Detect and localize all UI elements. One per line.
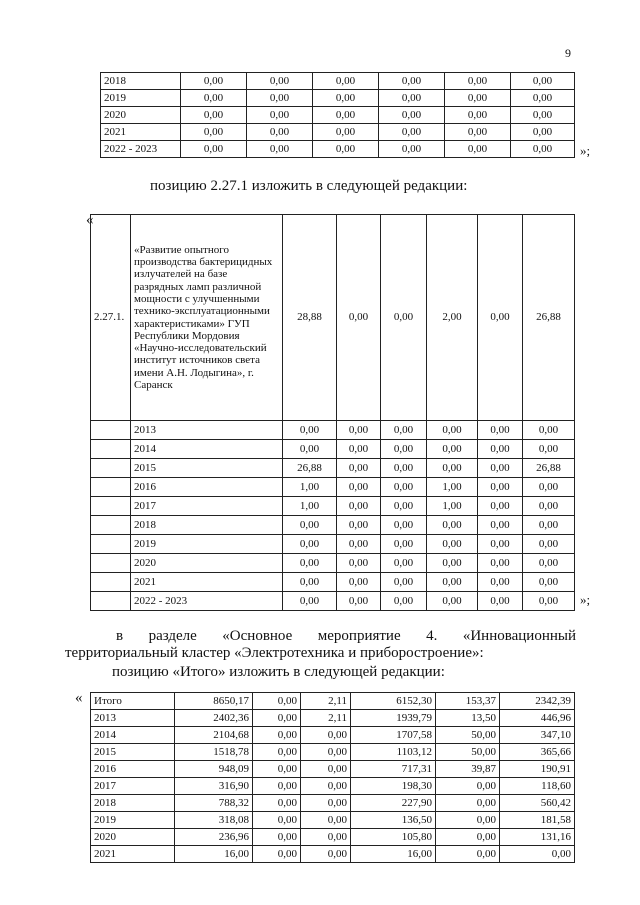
value-cell: 6152,30 [351,693,436,710]
value-cell: 0,00 [283,573,337,592]
value-cell: 0,00 [445,90,511,107]
value-cell: 0,00 [511,107,575,124]
value-cell: 0,00 [283,592,337,611]
value-cell: 0,00 [381,215,427,421]
value-cell: 0,00 [500,846,575,863]
value-cell: 105,80 [351,829,436,846]
year-label: 2016 [91,761,175,778]
value-cell: 16,00 [351,846,436,863]
empty-number-cell [91,421,131,440]
value-cell: 0,00 [181,90,247,107]
value-cell: 0,00 [313,124,379,141]
year-label: 2020 [91,829,175,846]
value-cell: 0,00 [337,592,381,611]
value-cell: 0,00 [427,516,478,535]
value-cell: 0,00 [253,812,301,829]
value-cell: 0,00 [301,744,351,761]
value-cell: 0,00 [283,440,337,459]
section-heading-line1: в разделе «Основное мероприятие 4. «Инновационный [116,628,576,644]
year-label: 2013 [131,421,283,440]
value-cell: 0,00 [478,459,523,478]
value-cell: 2104,68 [175,727,253,744]
page-number: 9 [565,46,571,60]
value-cell: 0,00 [523,440,575,459]
value-cell: 26,88 [523,215,575,421]
value-cell: 0,00 [381,535,427,554]
value-cell: 1939,79 [351,710,436,727]
value-cell: 26,88 [283,459,337,478]
empty-number-cell [91,459,131,478]
table-row [101,73,575,90]
value-cell: 181,58 [500,812,575,829]
table-row [91,812,575,829]
table-row [91,478,575,497]
year-label: 2018 [131,516,283,535]
year-label: 2019 [101,90,181,107]
year-label: 2018 [101,73,181,90]
value-cell: 0,00 [301,846,351,863]
value-cell: 0,00 [313,141,379,158]
table-row [91,516,575,535]
value-cell: 0,00 [253,744,301,761]
value-cell: 118,60 [500,778,575,795]
value-cell: 2402,36 [175,710,253,727]
value-cell: 0,00 [313,107,379,124]
value-cell: 0,00 [337,421,381,440]
value-cell: 0,00 [247,107,313,124]
value-cell: 26,88 [523,459,575,478]
value-cell: 0,00 [379,73,445,90]
value-cell: 0,00 [301,761,351,778]
value-cell: 365,66 [500,744,575,761]
value-cell: 0,00 [253,778,301,795]
empty-number-cell [91,478,131,497]
itogo-table [90,692,575,863]
value-cell: 0,00 [301,812,351,829]
value-cell: 0,00 [436,812,500,829]
value-cell: 0,00 [523,535,575,554]
item-description: «Развитие опытного производства бактерицидных излучателей на базе разрядных ламп различной мощности с улучшенными технико-эксплуатационными характеристиками» ГУП Республики Мордовия «Научно-исследовательский институт источников света имени А.Н. Лодыгина», г. Саранск [131,215,283,421]
value-cell: 0,00 [478,421,523,440]
value-cell: 0,00 [253,761,301,778]
value-cell: 1707,58 [351,727,436,744]
value-cell: 446,96 [500,710,575,727]
value-cell: 16,00 [175,846,253,863]
value-cell: 0,00 [523,497,575,516]
value-cell: 0,00 [427,421,478,440]
value-cell: 0,00 [381,497,427,516]
value-cell: 0,00 [511,73,575,90]
table-row [101,124,575,141]
value-cell: 0,00 [301,778,351,795]
table-row [91,573,575,592]
empty-number-cell [91,554,131,573]
value-cell: 0,00 [337,535,381,554]
value-cell: 717,31 [351,761,436,778]
section-heading-line2: территориальный кластер «Электротехника и приборостроение»: [65,645,484,661]
value-cell: 0,00 [247,90,313,107]
value-cell: 0,00 [436,846,500,863]
table-row [91,761,575,778]
value-cell: 0,00 [445,73,511,90]
value-cell: 0,00 [379,90,445,107]
value-cell: 0,00 [436,829,500,846]
empty-number-cell [91,573,131,592]
empty-number-cell [91,516,131,535]
value-cell: 0,00 [381,440,427,459]
value-cell: 0,00 [337,573,381,592]
value-cell: 0,00 [283,535,337,554]
value-cell: 2342,39 [500,693,575,710]
value-cell: 0,00 [379,107,445,124]
year-label: 2015 [91,744,175,761]
value-cell: 0,00 [478,592,523,611]
table-row [101,141,575,158]
empty-number-cell [91,440,131,459]
value-cell: 28,88 [283,215,337,421]
value-cell: 0,00 [427,592,478,611]
year-label: 2022 - 2023 [131,592,283,611]
value-cell: 0,00 [478,516,523,535]
year-label: 2021 [91,846,175,863]
value-cell: 347,10 [500,727,575,744]
value-cell: 0,00 [337,554,381,573]
value-cell: 0,00 [337,516,381,535]
value-cell: 0,00 [181,107,247,124]
value-cell: 0,00 [313,90,379,107]
table-row [91,744,575,761]
year-label: 2015 [131,459,283,478]
value-cell: 0,00 [337,497,381,516]
value-cell: 0,00 [301,829,351,846]
value-cell: 1103,12 [351,744,436,761]
open-quote-3: « [75,690,83,706]
value-cell: 0,00 [253,727,301,744]
value-cell: 0,00 [381,421,427,440]
value-cell: 0,00 [253,795,301,812]
value-cell: 13,50 [436,710,500,727]
year-label: 2021 [101,124,181,141]
year-label: 2022 - 2023 [101,141,181,158]
empty-number-cell [91,592,131,611]
year-label: 2019 [131,535,283,554]
value-cell: 0,00 [523,516,575,535]
value-cell: 0,00 [283,421,337,440]
value-cell: 0,00 [181,141,247,158]
closing-quote-2: »; [580,592,591,607]
value-cell: 0,00 [436,778,500,795]
table-row [91,727,575,744]
value-cell: 0,00 [247,124,313,141]
year-label: 2018 [91,795,175,812]
table-row [101,107,575,124]
table-row [91,554,575,573]
value-cell: 0,00 [523,421,575,440]
value-cell: 0,00 [445,124,511,141]
value-cell: 0,00 [445,141,511,158]
value-cell: 0,00 [313,73,379,90]
value-cell: 1,00 [427,497,478,516]
value-cell: 0,00 [427,535,478,554]
value-cell: 0,00 [247,73,313,90]
value-cell: 153,37 [436,693,500,710]
year-label: 2016 [131,478,283,497]
value-cell: 0,00 [427,459,478,478]
value-cell: 0,00 [381,459,427,478]
value-cell: 0,00 [381,554,427,573]
year-label: 2017 [131,497,283,516]
value-cell: 198,30 [351,778,436,795]
value-cell: 0,00 [478,535,523,554]
value-cell: 316,90 [175,778,253,795]
table-row [91,440,575,459]
value-cell: 0,00 [523,592,575,611]
value-cell: 0,00 [381,592,427,611]
value-cell: 0,00 [436,795,500,812]
value-cell: 0,00 [478,554,523,573]
open-quote-2: « [86,212,94,228]
value-cell: 0,00 [337,440,381,459]
value-cell: 0,00 [181,124,247,141]
table-row [91,535,575,554]
value-cell: 0,00 [427,573,478,592]
year-label: 2017 [91,778,175,795]
year-label: 2014 [131,440,283,459]
value-cell: 0,00 [511,90,575,107]
year-label: 2020 [101,107,181,124]
value-cell: 1,00 [283,478,337,497]
value-cell: 0,00 [381,478,427,497]
value-cell: 560,42 [500,795,575,812]
value-cell: 0,00 [523,573,575,592]
table-row [91,778,575,795]
item-number: 2.27.1. [91,215,131,421]
closing-quote-1: »; [580,143,591,158]
value-cell: 0,00 [478,478,523,497]
value-cell: 0,00 [381,516,427,535]
value-cell: 0,00 [478,497,523,516]
value-cell: 0,00 [523,478,575,497]
value-cell: 0,00 [253,846,301,863]
value-cell: 948,09 [175,761,253,778]
value-cell: 0,00 [478,573,523,592]
value-cell: 0,00 [478,215,523,421]
value-cell: 0,00 [301,795,351,812]
value-cell: 0,00 [337,478,381,497]
year-label: 2019 [91,812,175,829]
table-row [101,90,575,107]
value-cell: 0,00 [427,554,478,573]
year-label: 2014 [91,727,175,744]
continuation-table [100,72,575,158]
value-cell: 0,00 [427,440,478,459]
value-cell: 39,87 [436,761,500,778]
value-cell: 0,00 [523,554,575,573]
value-cell: 136,50 [351,812,436,829]
value-cell: 0,00 [283,554,337,573]
value-cell: 1518,78 [175,744,253,761]
main-row [91,215,575,421]
value-cell: 0,00 [511,124,575,141]
value-cell: 0,00 [253,710,301,727]
table-row [91,421,575,440]
value-cell: 50,00 [436,744,500,761]
table-row [91,497,575,516]
value-cell: 227,90 [351,795,436,812]
value-cell: 0,00 [445,107,511,124]
year-label: 2021 [131,573,283,592]
table-row [91,592,575,611]
value-cell: 0,00 [511,141,575,158]
value-cell: 131,16 [500,829,575,846]
table-row [91,710,575,727]
value-cell: 8650,17 [175,693,253,710]
position-2-27-1-table [90,214,575,611]
year-label: 2013 [91,710,175,727]
value-cell: 236,96 [175,829,253,846]
value-cell: 0,00 [283,516,337,535]
year-label: Итого [91,693,175,710]
value-cell: 0,00 [181,73,247,90]
table-row [91,795,575,812]
value-cell: 2,11 [301,693,351,710]
instruction-itogo: позицию «Итого» изложить в следующей редакции: [112,664,445,680]
table-row [91,829,575,846]
value-cell: 0,00 [381,573,427,592]
value-cell: 0,00 [337,215,381,421]
value-cell: 50,00 [436,727,500,744]
value-cell: 1,00 [283,497,337,516]
table-row [91,846,575,863]
table-row [91,693,575,710]
value-cell: 0,00 [253,693,301,710]
value-cell: 0,00 [247,141,313,158]
value-cell: 788,32 [175,795,253,812]
value-cell: 2,00 [427,215,478,421]
value-cell: 1,00 [427,478,478,497]
value-cell: 0,00 [253,829,301,846]
empty-number-cell [91,497,131,516]
table-row [91,459,575,478]
value-cell: 318,08 [175,812,253,829]
value-cell: 0,00 [337,459,381,478]
value-cell: 2,11 [301,710,351,727]
year-label: 2020 [131,554,283,573]
value-cell: 0,00 [478,440,523,459]
value-cell: 0,00 [301,727,351,744]
value-cell: 0,00 [379,141,445,158]
value-cell: 0,00 [379,124,445,141]
empty-number-cell [91,535,131,554]
value-cell: 190,91 [500,761,575,778]
instruction-2-27-1: позицию 2.27.1 изложить в следующей редакции: [150,178,468,194]
